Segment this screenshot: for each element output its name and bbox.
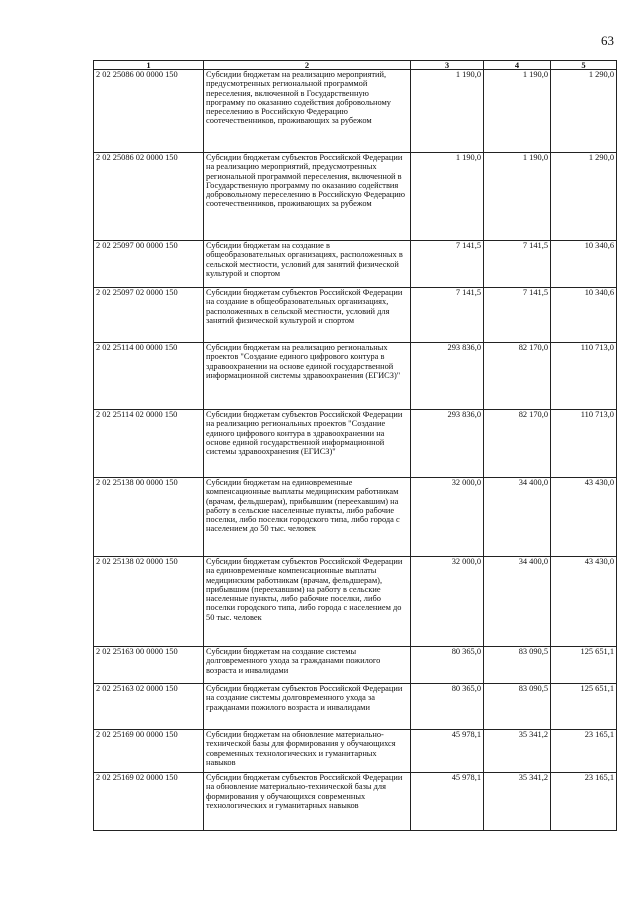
value-col5-cell: 43 430,0 <box>551 478 617 557</box>
description-cell: Субсидии бюджетам субъектов Российской Федерации на обновление материально-технической базы для формирования у обучающихся современных технологических и гуманитарных навыков <box>204 773 411 831</box>
column-header-3: 3 <box>411 61 484 70</box>
budget-code-cell: 2 02 25169 02 0000 150 <box>94 773 204 831</box>
budget-code-cell: 2 02 25163 00 0000 150 <box>94 647 204 684</box>
column-header-2: 2 <box>204 61 411 70</box>
value-col4-cell: 35 341,2 <box>484 773 551 831</box>
description-cell: Субсидии бюджетам на реализацию региональных проектов "Создание единого цифрового контура в здравоохранении на основе единой государственной информационной системы здравоохранения (ЕГИСЗ)" <box>204 343 411 410</box>
budget-code-cell: 2 02 25138 02 0000 150 <box>94 557 204 647</box>
value-col4-cell: 82 170,0 <box>484 343 551 410</box>
table-row <box>94 343 617 410</box>
page-number: 63 <box>601 33 614 48</box>
description-cell: Субсидии бюджетам на создание в общеобразовательных организациях, расположенных в сельской местности, условий для занятий физической культурой и спортом <box>204 241 411 288</box>
budget-code-cell: 2 02 25114 00 0000 150 <box>94 343 204 410</box>
column-header-1: 1 <box>94 61 204 70</box>
value-col3-cell: 1 190,0 <box>411 70 484 153</box>
value-col3-cell: 80 365,0 <box>411 684 484 730</box>
budget-code-cell: 2 02 25163 02 0000 150 <box>94 684 204 730</box>
value-col4-cell: 34 400,0 <box>484 478 551 557</box>
value-col4-cell: 1 190,0 <box>484 153 551 241</box>
value-col3-cell: 7 141,5 <box>411 241 484 288</box>
table-row <box>94 730 617 773</box>
table-row <box>94 647 617 684</box>
value-col3-cell: 45 978,1 <box>411 730 484 773</box>
value-col4-cell: 7 141,5 <box>484 288 551 343</box>
description-cell: Субсидии бюджетам субъектов Российской Федерации на создание системы долговременного ухода за гражданами пожилого возраста и инвалидами <box>204 684 411 730</box>
value-col5-cell: 110 713,0 <box>551 343 617 410</box>
table-row <box>94 288 617 343</box>
value-col5-cell: 1 290,0 <box>551 70 617 153</box>
table-row <box>94 410 617 478</box>
value-col3-cell: 45 978,1 <box>411 773 484 831</box>
header-row <box>94 61 617 70</box>
value-col4-cell: 34 400,0 <box>484 557 551 647</box>
value-col5-cell: 10 340,6 <box>551 288 617 343</box>
value-col3-cell: 32 000,0 <box>411 478 484 557</box>
budget-code-cell: 2 02 25169 00 0000 150 <box>94 730 204 773</box>
budget-code-cell: 2 02 25138 00 0000 150 <box>94 478 204 557</box>
value-col5-cell: 125 651,1 <box>551 684 617 730</box>
table-header <box>94 61 617 70</box>
value-col4-cell: 7 141,5 <box>484 241 551 288</box>
column-header-5: 5 <box>551 61 617 70</box>
value-col5-cell: 110 713,0 <box>551 410 617 478</box>
budget-code-cell: 2 02 25086 00 0000 150 <box>94 70 204 153</box>
value-col4-cell: 83 090,5 <box>484 647 551 684</box>
table-row <box>94 70 617 153</box>
value-col3-cell: 293 836,0 <box>411 343 484 410</box>
value-col3-cell: 7 141,5 <box>411 288 484 343</box>
value-col3-cell: 32 000,0 <box>411 557 484 647</box>
budget-table <box>93 60 617 831</box>
budget-code-cell: 2 02 25097 00 0000 150 <box>94 241 204 288</box>
value-col3-cell: 1 190,0 <box>411 153 484 241</box>
table-row <box>94 478 617 557</box>
budget-code-cell: 2 02 25114 02 0000 150 <box>94 410 204 478</box>
column-header-4: 4 <box>484 61 551 70</box>
table-row <box>94 773 617 831</box>
value-col4-cell: 1 190,0 <box>484 70 551 153</box>
value-col5-cell: 1 290,0 <box>551 153 617 241</box>
description-cell: Субсидии бюджетам субъектов Российской Федерации на единовременные компенсационные выплаты медицинским работникам (врачам, фельдшерам), прибывшим (переехавшим) на работу в сельские населенные пункты, либо рабочие поселки, либо поселки городского типа, либо города с населением до 50 тыс. человек <box>204 557 411 647</box>
description-cell: Субсидии бюджетам субъектов Российской Федерации на реализацию региональных проектов "Создание единого цифрового контура в здравоохранении на основе единой государственной информационной системы здравоохранения (ЕГИСЗ)" <box>204 410 411 478</box>
description-cell: Субсидии бюджетам на реализацию мероприятий, предусмотренных региональной программой переселения, включенной в Государственную программу по оказанию содействия добровольному переселению в Российскую Федерацию соотечественников, проживающих за рубежом <box>204 70 411 153</box>
table-body <box>94 70 617 831</box>
value-col5-cell: 125 651,1 <box>551 647 617 684</box>
budget-code-cell: 2 02 25097 02 0000 150 <box>94 288 204 343</box>
value-col5-cell: 10 340,6 <box>551 241 617 288</box>
description-cell: Субсидии бюджетам субъектов Российской Федерации на реализацию мероприятий, предусмотренных региональной программой переселения, включенной в Государственную программу по оказанию содействия добровольному переселению в Российскую Федерацию соотечественников, проживающих за рубежом <box>204 153 411 241</box>
description-cell: Субсидии бюджетам на единовременные компенсационные выплаты медицинским работникам (врачам, фельдшерам), прибывшим (переехавшим) на работу в сельские населенные пункты, либо рабочие поселки, либо поселки городского типа, либо города с населением до 50 тыс. человек <box>204 478 411 557</box>
table-row <box>94 153 617 241</box>
value-col4-cell: 82 170,0 <box>484 410 551 478</box>
value-col5-cell: 43 430,0 <box>551 557 617 647</box>
budget-code-cell: 2 02 25086 02 0000 150 <box>94 153 204 241</box>
table-row <box>94 557 617 647</box>
value-col3-cell: 293 836,0 <box>411 410 484 478</box>
value-col4-cell: 35 341,2 <box>484 730 551 773</box>
table-row <box>94 241 617 288</box>
table-row <box>94 684 617 730</box>
description-cell: Субсидии бюджетам на обновление материально-технической базы для формирования у обучающихся современных технологических и гуманитарных навыков <box>204 730 411 773</box>
value-col4-cell: 83 090,5 <box>484 684 551 730</box>
description-cell: Субсидии бюджетам на создание системы долговременного ухода за гражданами пожилого возраста и инвалидами <box>204 647 411 684</box>
value-col5-cell: 23 165,1 <box>551 773 617 831</box>
description-cell: Субсидии бюджетам субъектов Российской Федерации на создание в общеобразовательных организациях, расположенных в сельской местности, условий для занятий физической культурой и спортом <box>204 288 411 343</box>
value-col3-cell: 80 365,0 <box>411 647 484 684</box>
value-col5-cell: 23 165,1 <box>551 730 617 773</box>
